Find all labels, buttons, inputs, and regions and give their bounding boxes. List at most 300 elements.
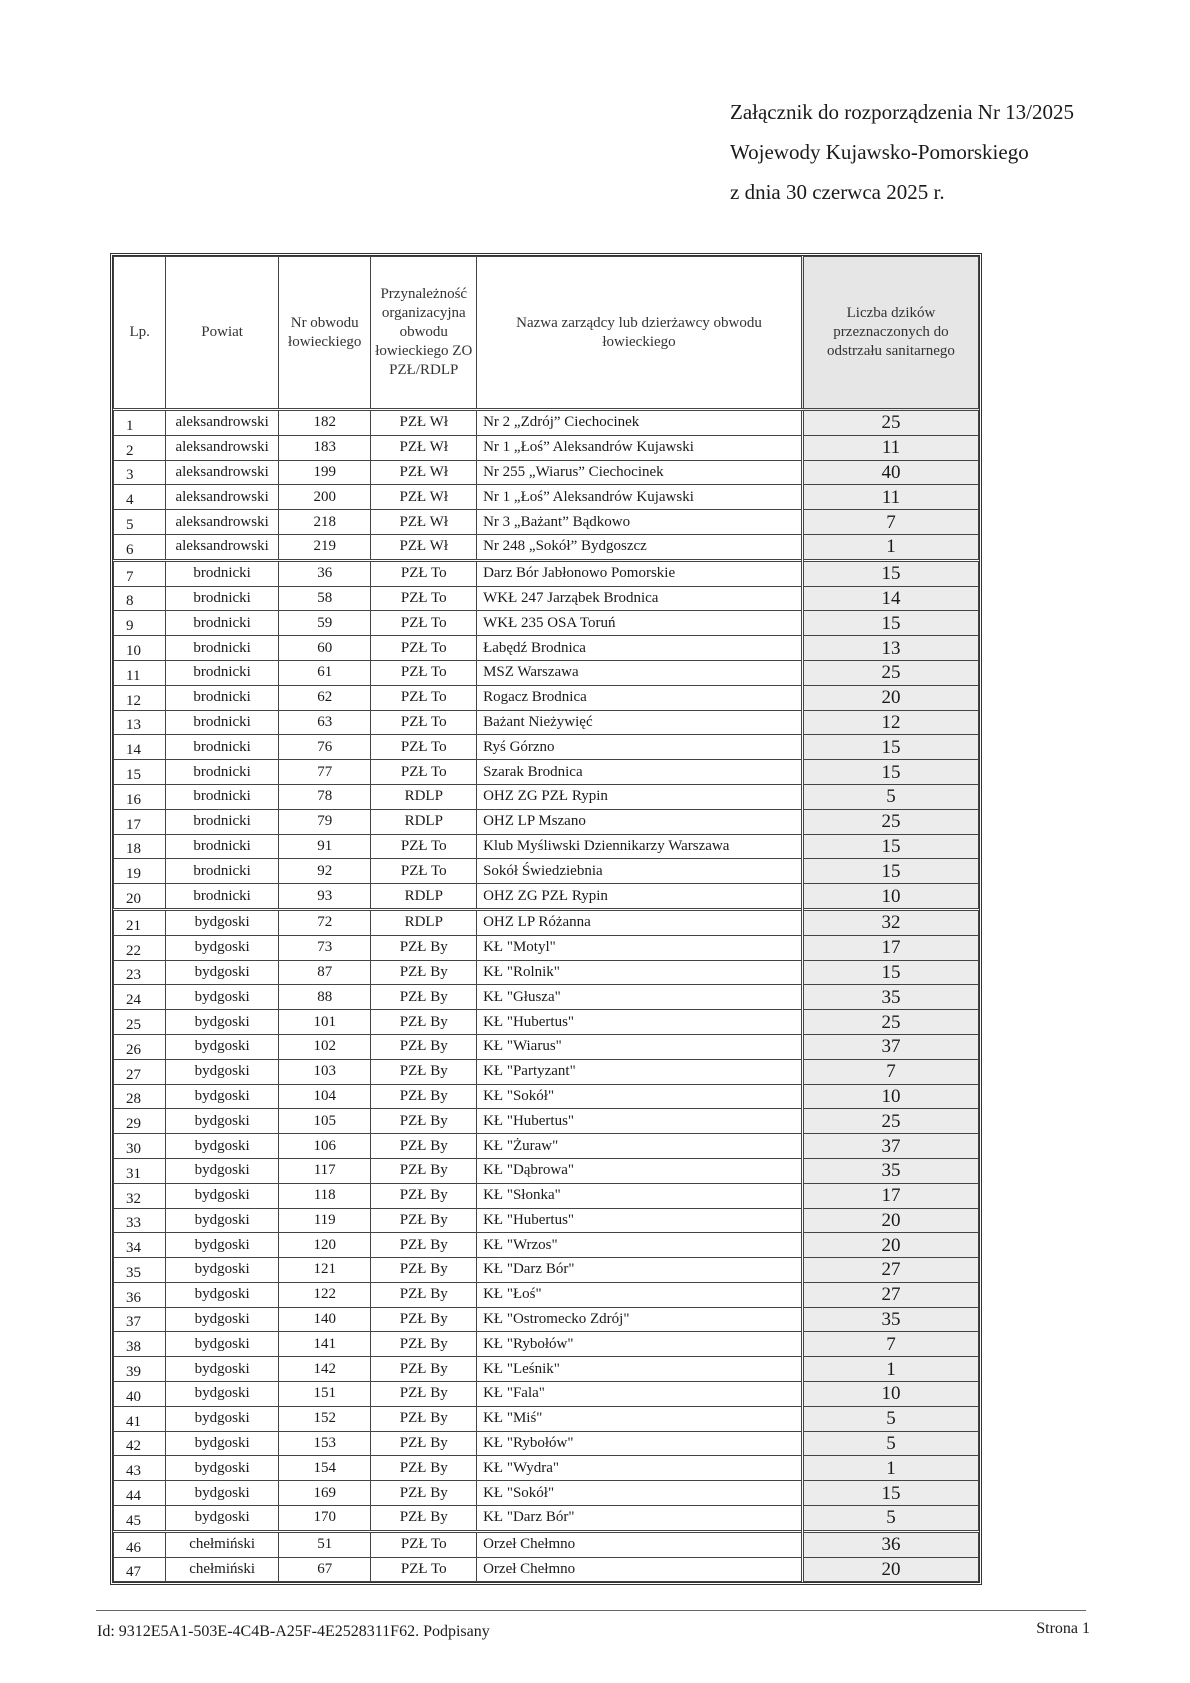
cell-przynaleznosc: PZŁ By: [371, 1233, 477, 1258]
cell-przynaleznosc: PZŁ To: [371, 560, 477, 586]
cell-lp: 22: [114, 935, 166, 960]
cell-nazwa-zarzadcy: KŁ "Łoś": [477, 1282, 803, 1307]
cell-liczba-dzikow: 7: [802, 1059, 978, 1084]
cell-lp: 11: [114, 660, 166, 685]
cell-lp: 34: [114, 1233, 166, 1258]
cell-nr-obwodu: 118: [278, 1183, 371, 1208]
cell-nazwa-zarzadcy: KŁ "Darz Bór": [477, 1258, 803, 1283]
cell-lp: 39: [114, 1357, 166, 1382]
cell-liczba-dzikow: 14: [802, 586, 978, 611]
cell-powiat: bydgoski: [166, 1084, 279, 1109]
cell-nazwa-zarzadcy: WKŁ 235 OSA Toruń: [477, 611, 803, 636]
cell-nazwa-zarzadcy: KŁ "Dąbrowa": [477, 1158, 803, 1183]
table-row: [114, 1084, 979, 1109]
cell-liczba-dzikow: 32: [802, 909, 978, 935]
cell-powiat: bydgoski: [166, 1382, 279, 1407]
cell-przynaleznosc: PZŁ To: [371, 636, 477, 661]
cell-lp: 30: [114, 1134, 166, 1159]
table-row: [114, 760, 979, 785]
cell-liczba-dzikow: 5: [802, 1406, 978, 1431]
cell-nr-obwodu: 76: [278, 735, 371, 760]
cell-powiat: bydgoski: [166, 1109, 279, 1134]
cell-nazwa-zarzadcy: KŁ "Hubertus": [477, 1010, 803, 1035]
cell-nazwa-zarzadcy: Sokół Świedziebnia: [477, 859, 803, 884]
cell-nr-obwodu: 60: [278, 636, 371, 661]
cell-nr-obwodu: 103: [278, 1059, 371, 1084]
cell-nazwa-zarzadcy: Ryś Górzno: [477, 735, 803, 760]
cell-nr-obwodu: 91: [278, 834, 371, 859]
cell-lp: 5: [114, 510, 166, 535]
cell-nr-obwodu: 151: [278, 1382, 371, 1407]
cell-powiat: aleksandrowski: [166, 410, 279, 436]
cell-lp: 16: [114, 784, 166, 809]
cell-liczba-dzikow: 25: [802, 660, 978, 685]
cell-lp: 20: [114, 884, 166, 910]
cell-powiat: bydgoski: [166, 1059, 279, 1084]
cell-liczba-dzikow: 25: [802, 410, 978, 436]
cell-przynaleznosc: RDLP: [371, 909, 477, 935]
table-row: [114, 1282, 979, 1307]
cell-lp: 23: [114, 960, 166, 985]
table-row: [114, 1034, 979, 1059]
cell-nr-obwodu: 121: [278, 1258, 371, 1283]
cell-liczba-dzikow: 17: [802, 935, 978, 960]
cell-lp: 38: [114, 1332, 166, 1357]
cell-powiat: bydgoski: [166, 935, 279, 960]
cell-nr-obwodu: 183: [278, 435, 371, 460]
table-row: [114, 960, 979, 985]
cell-liczba-dzikow: 35: [802, 985, 978, 1010]
table-row: [114, 859, 979, 884]
cell-powiat: aleksandrowski: [166, 460, 279, 485]
cell-nr-obwodu: 79: [278, 809, 371, 834]
cell-nr-obwodu: 101: [278, 1010, 371, 1035]
cell-nr-obwodu: 72: [278, 909, 371, 935]
cell-nazwa-zarzadcy: Nr 1 „Łoś” Aleksandrów Kujawski: [477, 435, 803, 460]
cell-lp: 24: [114, 985, 166, 1010]
cell-przynaleznosc: PZŁ Wł: [371, 460, 477, 485]
table-row: [114, 1332, 979, 1357]
cell-powiat: bydgoski: [166, 1208, 279, 1233]
cell-powiat: bydgoski: [166, 1406, 279, 1431]
table-row: [114, 1531, 979, 1557]
cell-przynaleznosc: PZŁ By: [371, 1307, 477, 1332]
table-row: [114, 460, 979, 485]
table-body: [114, 410, 979, 1582]
cell-powiat: brodnicki: [166, 586, 279, 611]
column-header-liczba-dzikow: Liczba dzików przeznaczonych do odstrzału sanitarnego: [802, 257, 978, 410]
cell-nazwa-zarzadcy: KŁ "Rybołów": [477, 1431, 803, 1456]
cell-powiat: brodnicki: [166, 760, 279, 785]
cell-liczba-dzikow: 1: [802, 1357, 978, 1382]
cell-powiat: brodnicki: [166, 859, 279, 884]
cell-nazwa-zarzadcy: KŁ "Głusza": [477, 985, 803, 1010]
cell-nazwa-zarzadcy: Łabędź Brodnica: [477, 636, 803, 661]
cell-powiat: bydgoski: [166, 960, 279, 985]
cell-nazwa-zarzadcy: KŁ "Partyzant": [477, 1059, 803, 1084]
cell-nr-obwodu: 119: [278, 1208, 371, 1233]
cell-liczba-dzikow: 15: [802, 760, 978, 785]
cell-liczba-dzikow: 36: [802, 1531, 978, 1557]
cell-przynaleznosc: PZŁ By: [371, 1456, 477, 1481]
cell-przynaleznosc: PZŁ By: [371, 1332, 477, 1357]
cell-liczba-dzikow: 20: [802, 1208, 978, 1233]
cell-powiat: bydgoski: [166, 1307, 279, 1332]
cell-nazwa-zarzadcy: WKŁ 247 Jarząbek Brodnica: [477, 586, 803, 611]
cell-nazwa-zarzadcy: MSZ Warszawa: [477, 660, 803, 685]
cell-przynaleznosc: PZŁ By: [371, 1084, 477, 1109]
table-row: [114, 510, 979, 535]
cell-powiat: chełmiński: [166, 1531, 279, 1557]
cell-przynaleznosc: PZŁ By: [371, 960, 477, 985]
table-row: [114, 611, 979, 636]
cell-nr-obwodu: 61: [278, 660, 371, 685]
cell-powiat: brodnicki: [166, 560, 279, 586]
table-row: [114, 1183, 979, 1208]
table-row: [114, 834, 979, 859]
cell-powiat: brodnicki: [166, 809, 279, 834]
table-row: [114, 909, 979, 935]
cell-liczba-dzikow: 7: [802, 510, 978, 535]
cell-nr-obwodu: 87: [278, 960, 371, 985]
cell-nazwa-zarzadcy: Szarak Brodnica: [477, 760, 803, 785]
cell-nr-obwodu: 77: [278, 760, 371, 785]
table-row: [114, 1233, 979, 1258]
cell-nazwa-zarzadcy: KŁ "Rolnik": [477, 960, 803, 985]
cell-przynaleznosc: PZŁ To: [371, 611, 477, 636]
cell-liczba-dzikow: 15: [802, 859, 978, 884]
cell-nazwa-zarzadcy: KŁ "Leśnik": [477, 1357, 803, 1382]
cell-lp: 3: [114, 460, 166, 485]
cell-lp: 37: [114, 1307, 166, 1332]
cell-nr-obwodu: 88: [278, 985, 371, 1010]
cell-powiat: bydgoski: [166, 1282, 279, 1307]
cell-liczba-dzikow: 35: [802, 1158, 978, 1183]
cell-lp: 43: [114, 1456, 166, 1481]
cell-lp: 27: [114, 1059, 166, 1084]
table-row: [114, 685, 979, 710]
cell-nazwa-zarzadcy: KŁ "Rybołów": [477, 1332, 803, 1357]
cell-nr-obwodu: 93: [278, 884, 371, 910]
cell-powiat: brodnicki: [166, 710, 279, 735]
cell-przynaleznosc: PZŁ Wł: [371, 410, 477, 436]
cell-lp: 18: [114, 834, 166, 859]
cell-liczba-dzikow: 25: [802, 809, 978, 834]
cell-nazwa-zarzadcy: Nr 3 „Bażant” Bądkowo: [477, 510, 803, 535]
cell-liczba-dzikow: 12: [802, 710, 978, 735]
cell-nr-obwodu: 92: [278, 859, 371, 884]
cell-liczba-dzikow: 7: [802, 1332, 978, 1357]
cell-liczba-dzikow: 10: [802, 1084, 978, 1109]
cell-nr-obwodu: 141: [278, 1332, 371, 1357]
table-row: [114, 660, 979, 685]
cell-nazwa-zarzadcy: KŁ "Sokół": [477, 1084, 803, 1109]
cell-lp: 4: [114, 485, 166, 510]
cell-nazwa-zarzadcy: KŁ "Wiarus": [477, 1034, 803, 1059]
table-row: [114, 1406, 979, 1431]
cell-nazwa-zarzadcy: KŁ "Hubertus": [477, 1109, 803, 1134]
table-row: [114, 1258, 979, 1283]
cell-powiat: bydgoski: [166, 1010, 279, 1035]
column-header-lp: Lp.: [114, 257, 166, 410]
cell-nr-obwodu: 105: [278, 1109, 371, 1134]
cell-lp: 1: [114, 410, 166, 436]
cell-liczba-dzikow: 25: [802, 1109, 978, 1134]
cell-przynaleznosc: PZŁ To: [371, 586, 477, 611]
table-row: [114, 1382, 979, 1407]
cell-nazwa-zarzadcy: KŁ "Słonka": [477, 1183, 803, 1208]
column-header-nr-obwodu: Nr obwodu łowieckiego: [278, 257, 371, 410]
cell-nazwa-zarzadcy: OHZ ZG PZŁ Rypin: [477, 884, 803, 910]
cell-przynaleznosc: PZŁ To: [371, 660, 477, 685]
cell-przynaleznosc: PZŁ To: [371, 1557, 477, 1582]
cell-lp: 8: [114, 586, 166, 611]
cell-lp: 32: [114, 1183, 166, 1208]
cell-lp: 42: [114, 1431, 166, 1456]
cell-nazwa-zarzadcy: OHZ ZG PZŁ Rypin: [477, 784, 803, 809]
cell-nr-obwodu: 170: [278, 1506, 371, 1532]
cell-liczba-dzikow: 11: [802, 435, 978, 460]
cell-nr-obwodu: 154: [278, 1456, 371, 1481]
cell-powiat: bydgoski: [166, 1431, 279, 1456]
cell-przynaleznosc: PZŁ To: [371, 735, 477, 760]
table-header-row: [114, 257, 979, 410]
cell-powiat: aleksandrowski: [166, 435, 279, 460]
cell-przynaleznosc: PZŁ Wł: [371, 435, 477, 460]
cell-przynaleznosc: PZŁ By: [371, 1357, 477, 1382]
cell-liczba-dzikow: 10: [802, 884, 978, 910]
table-row: [114, 784, 979, 809]
cell-liczba-dzikow: 20: [802, 1233, 978, 1258]
cell-liczba-dzikow: 10: [802, 1382, 978, 1407]
table-row: [114, 560, 979, 586]
cell-powiat: bydgoski: [166, 1332, 279, 1357]
table-row: [114, 1208, 979, 1233]
cell-lp: 36: [114, 1282, 166, 1307]
cell-powiat: bydgoski: [166, 1158, 279, 1183]
cell-liczba-dzikow: 35: [802, 1307, 978, 1332]
cell-lp: 47: [114, 1557, 166, 1582]
cell-przynaleznosc: PZŁ By: [371, 1406, 477, 1431]
table-row: [114, 636, 979, 661]
cell-nazwa-zarzadcy: KŁ "Ostromecko Zdrój": [477, 1307, 803, 1332]
document-header: [730, 92, 1150, 212]
cell-nr-obwodu: 51: [278, 1531, 371, 1557]
cell-nr-obwodu: 106: [278, 1134, 371, 1159]
cell-liczba-dzikow: 5: [802, 1431, 978, 1456]
cell-liczba-dzikow: 15: [802, 611, 978, 636]
cell-nazwa-zarzadcy: OHZ LP Mszano: [477, 809, 803, 834]
cell-liczba-dzikow: 5: [802, 784, 978, 809]
cell-przynaleznosc: PZŁ By: [371, 935, 477, 960]
cell-przynaleznosc: RDLP: [371, 784, 477, 809]
cell-lp: 31: [114, 1158, 166, 1183]
cell-przynaleznosc: PZŁ Wł: [371, 485, 477, 510]
cell-liczba-dzikow: 37: [802, 1134, 978, 1159]
table-row: [114, 884, 979, 910]
table-row: [114, 1109, 979, 1134]
table-row: [114, 1357, 979, 1382]
cell-powiat: bydgoski: [166, 1034, 279, 1059]
cell-powiat: aleksandrowski: [166, 485, 279, 510]
table-row: [114, 1158, 979, 1183]
cell-lp: 45: [114, 1506, 166, 1532]
cell-nazwa-zarzadcy: Nr 248 „Sokół” Bydgoszcz: [477, 534, 803, 560]
cell-powiat: brodnicki: [166, 660, 279, 685]
cell-liczba-dzikow: 15: [802, 735, 978, 760]
cell-lp: 14: [114, 735, 166, 760]
table-row: [114, 485, 979, 510]
cell-nazwa-zarzadcy: OHZ LP Różanna: [477, 909, 803, 935]
cell-lp: 15: [114, 760, 166, 785]
cell-liczba-dzikow: 15: [802, 960, 978, 985]
cell-nr-obwodu: 152: [278, 1406, 371, 1431]
cell-lp: 13: [114, 710, 166, 735]
cell-przynaleznosc: PZŁ By: [371, 1208, 477, 1233]
cell-liczba-dzikow: 1: [802, 534, 978, 560]
cell-przynaleznosc: PZŁ By: [371, 1059, 477, 1084]
cell-liczba-dzikow: 5: [802, 1506, 978, 1532]
cell-przynaleznosc: PZŁ To: [371, 834, 477, 859]
cell-liczba-dzikow: 17: [802, 1183, 978, 1208]
cell-powiat: aleksandrowski: [166, 534, 279, 560]
cell-nr-obwodu: 153: [278, 1431, 371, 1456]
cell-nr-obwodu: 200: [278, 485, 371, 510]
cell-przynaleznosc: PZŁ By: [371, 1134, 477, 1159]
cell-przynaleznosc: PZŁ By: [371, 1158, 477, 1183]
cell-lp: 9: [114, 611, 166, 636]
cell-przynaleznosc: PZŁ By: [371, 1481, 477, 1506]
table-row: [114, 1456, 979, 1481]
cell-nazwa-zarzadcy: Nr 255 „Wiarus” Ciechocinek: [477, 460, 803, 485]
cell-liczba-dzikow: 1: [802, 1456, 978, 1481]
cell-nr-obwodu: 122: [278, 1282, 371, 1307]
cell-nazwa-zarzadcy: KŁ "Hubertus": [477, 1208, 803, 1233]
cell-nr-obwodu: 117: [278, 1158, 371, 1183]
header-line-1: Załącznik do rozporządzenia Nr 13/2025: [730, 100, 1075, 124]
cell-powiat: aleksandrowski: [166, 510, 279, 535]
cell-nr-obwodu: 73: [278, 935, 371, 960]
cell-nr-obwodu: 182: [278, 410, 371, 436]
cell-lp: 21: [114, 909, 166, 935]
cell-przynaleznosc: PZŁ To: [371, 710, 477, 735]
cell-nr-obwodu: 58: [278, 586, 371, 611]
cell-nazwa-zarzadcy: Orzeł Chełmno: [477, 1557, 803, 1582]
cell-powiat: brodnicki: [166, 685, 279, 710]
cell-liczba-dzikow: 15: [802, 1481, 978, 1506]
cell-nazwa-zarzadcy: Darz Bór Jabłonowo Pomorskie: [477, 560, 803, 586]
table-row: [114, 1134, 979, 1159]
table-row: [114, 1506, 979, 1532]
cell-nazwa-zarzadcy: Rogacz Brodnica: [477, 685, 803, 710]
table-row: [114, 710, 979, 735]
cell-lp: 33: [114, 1208, 166, 1233]
cell-nazwa-zarzadcy: KŁ "Sokół": [477, 1481, 803, 1506]
table-row: [114, 1481, 979, 1506]
table-row: [114, 735, 979, 760]
table-row: [114, 809, 979, 834]
cell-przynaleznosc: PZŁ Wł: [371, 510, 477, 535]
cell-przynaleznosc: PZŁ By: [371, 1183, 477, 1208]
cell-lp: 2: [114, 435, 166, 460]
header-line-3: z dnia 30 czerwca 2025 r.: [730, 180, 945, 204]
cell-powiat: bydgoski: [166, 985, 279, 1010]
cell-nr-obwodu: 62: [278, 685, 371, 710]
column-header-przynaleznosc: Przynależność organizacyjna obwodu łowieckiego ZO PZŁ/RDLP: [371, 257, 477, 410]
cell-przynaleznosc: PZŁ By: [371, 985, 477, 1010]
cell-lp: 7: [114, 560, 166, 586]
cell-powiat: brodnicki: [166, 636, 279, 661]
cell-przynaleznosc: PZŁ By: [371, 1010, 477, 1035]
cell-liczba-dzikow: 27: [802, 1258, 978, 1283]
cell-lp: 35: [114, 1258, 166, 1283]
cell-powiat: bydgoski: [166, 1481, 279, 1506]
cell-nazwa-zarzadcy: KŁ "Motyl": [477, 935, 803, 960]
cell-lp: 46: [114, 1531, 166, 1557]
cell-lp: 10: [114, 636, 166, 661]
cell-lp: 40: [114, 1382, 166, 1407]
cell-nazwa-zarzadcy: KŁ "Miś": [477, 1406, 803, 1431]
page-number: Strona 1: [1036, 1620, 1090, 1637]
cell-nr-obwodu: 67: [278, 1557, 371, 1582]
cell-przynaleznosc: PZŁ To: [371, 859, 477, 884]
cell-lp: 6: [114, 534, 166, 560]
document-id: Id: 9312E5A1-503E-4C4B-A25F-4E2528311F62. Podpisany: [97, 1623, 490, 1640]
cell-liczba-dzikow: 20: [802, 1557, 978, 1582]
cell-przynaleznosc: PZŁ By: [371, 1431, 477, 1456]
cell-powiat: chełmiński: [166, 1557, 279, 1582]
cell-nr-obwodu: 36: [278, 560, 371, 586]
cell-przynaleznosc: PZŁ By: [371, 1109, 477, 1134]
cell-lp: 29: [114, 1109, 166, 1134]
cell-przynaleznosc: PZŁ By: [371, 1258, 477, 1283]
cell-nr-obwodu: 102: [278, 1034, 371, 1059]
table-row: [114, 586, 979, 611]
table-row: [114, 1431, 979, 1456]
cell-przynaleznosc: PZŁ Wł: [371, 534, 477, 560]
column-header-powiat: Powiat: [166, 257, 279, 410]
cell-powiat: brodnicki: [166, 884, 279, 910]
cell-nazwa-zarzadcy: Bażant Nieżywięć: [477, 710, 803, 735]
cell-przynaleznosc: PZŁ To: [371, 1531, 477, 1557]
cell-przynaleznosc: RDLP: [371, 884, 477, 910]
cell-nazwa-zarzadcy: KŁ "Wrzos": [477, 1233, 803, 1258]
cell-powiat: bydgoski: [166, 1233, 279, 1258]
cell-powiat: bydgoski: [166, 1258, 279, 1283]
cell-lp: 17: [114, 809, 166, 834]
cell-nr-obwodu: 169: [278, 1481, 371, 1506]
cell-lp: 12: [114, 685, 166, 710]
cell-nazwa-zarzadcy: KŁ "Fala": [477, 1382, 803, 1407]
cell-powiat: bydgoski: [166, 1183, 279, 1208]
cell-przynaleznosc: PZŁ To: [371, 685, 477, 710]
cell-nazwa-zarzadcy: Klub Myśliwski Dziennikarzy Warszawa: [477, 834, 803, 859]
cell-liczba-dzikow: 13: [802, 636, 978, 661]
cell-lp: 44: [114, 1481, 166, 1506]
cell-nazwa-zarzadcy: Nr 2 „Zdrój” Ciechocinek: [477, 410, 803, 436]
cell-powiat: bydgoski: [166, 1506, 279, 1532]
table-row: [114, 1307, 979, 1332]
table-row: [114, 1557, 979, 1582]
cell-lp: 28: [114, 1084, 166, 1109]
cell-powiat: bydgoski: [166, 1357, 279, 1382]
table-row: [114, 1059, 979, 1084]
cell-nazwa-zarzadcy: KŁ "Wydra": [477, 1456, 803, 1481]
header-line-2: Wojewody Kujawsko-Pomorskiego: [730, 140, 1029, 164]
cell-liczba-dzikow: 11: [802, 485, 978, 510]
cell-liczba-dzikow: 20: [802, 685, 978, 710]
table-row: [114, 935, 979, 960]
